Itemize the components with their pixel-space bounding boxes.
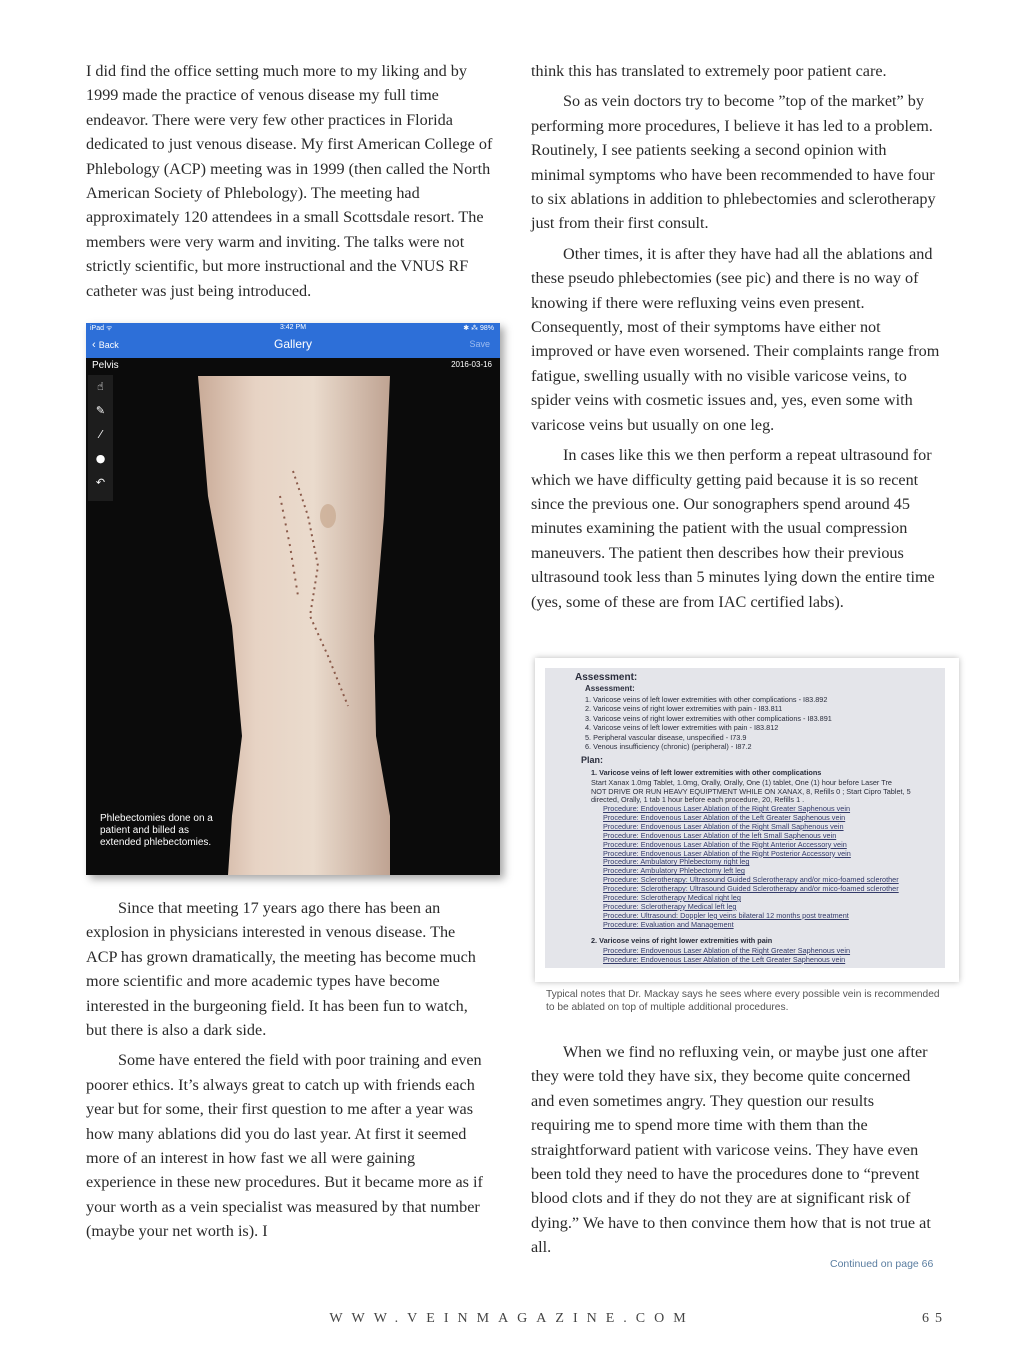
paragraph: I did find the office setting much more to my liking and by 1999 made the practice of venous disease my full time endeavor. There were very few other practices in Florida dedicated to just venous disease. My first American College of Phlebology (ACP) meeting was in 1999 (then called the North American Society of Phlebology). The meeting had approximately 120 attendees in a small Scottsdale resort. The members were very warm and inviting. The talks were not strictly scientific, but more instructional and the VNUS RF catheter was just being introduced. bbox=[86, 62, 493, 300]
notes-caption: Typical notes that Dr. Mackay says he sees where every possible vein is recommended to be ablated on top of multiple additional procedures. bbox=[546, 989, 940, 1013]
status-time: 3:42 PM bbox=[279, 324, 307, 331]
notes-line: Procedure: Evaluation and Management bbox=[603, 919, 734, 929]
dot-icon: ● bbox=[95, 452, 106, 465]
notes-subheading: Assessment: bbox=[585, 684, 635, 693]
notes-line: 1. Varicose veins of left lower extremities with other complications - I83.892 bbox=[585, 695, 828, 704]
phone-screenshot-figure bbox=[86, 323, 500, 875]
page-number: 65 bbox=[922, 1311, 948, 1326]
notes-heading: Assessment: bbox=[575, 672, 638, 683]
notes-line: Procedure: Endovenous Laser Ablation of the Right Greater Saphenous vein bbox=[603, 804, 851, 813]
notes-line: Procedure: Endovenous Laser Ablation of the Right Anterior Accessory vein bbox=[603, 839, 847, 849]
notes-line: Procedure: Sclerotherapy: Ultrasound Guided Sclerotherapy and/or mico-foamed sclerother bbox=[603, 875, 899, 885]
notes-line: 4. Varicose veins of left lower extremities with pain - I83.812 bbox=[585, 723, 779, 733]
region-label: Pelvis bbox=[92, 360, 119, 371]
notes-line: 2. Varicose veins of right lower extremities with pain - I83.811 bbox=[585, 704, 783, 714]
notes-line: Procedure: Ambulatory Phlebectomy left leg bbox=[603, 866, 745, 876]
notes-line: Procedure: Endovenous Laser Ablation of the Right Small Saphenous vein bbox=[603, 821, 844, 831]
figure-caption: Phlebectomies done on a patient and billed as extended phlebectomies. bbox=[100, 813, 213, 848]
notes-line: Procedure: Endovenous Laser Ablation of the left Small Saphenous vein bbox=[603, 830, 837, 840]
notes-photo-figure bbox=[535, 658, 959, 982]
notes-line: 6. Venous insufficiency (chronic) (peripheral) - I87.2 bbox=[585, 742, 752, 751]
notes-line: 5. Peripheral vascular disease, unspecified - I73.9 bbox=[585, 732, 747, 742]
notes-line: Procedure: Endovenous Laser Ablation of the Right Greater Saphenous vein bbox=[603, 946, 851, 955]
pencil-icon: ✎ bbox=[95, 404, 106, 417]
date-label: 2016-03-16 bbox=[451, 360, 492, 369]
notes-line: Procedure: Ambulatory Phlebectomy right leg bbox=[603, 857, 750, 867]
notes-line: Procedure: Endovenous Laser Ablation of the Right Posterior Accessory vein bbox=[603, 848, 851, 858]
phone-subbar bbox=[86, 358, 500, 376]
notes-line: Procedure: Sclerotherapy: Ultrasound Guided Sclerotherapy and/or mico-foamed sclerother bbox=[603, 884, 899, 894]
notes-line: directed, Orally, 1 tab 1 hour before each procedure, 20, Refills 1 . bbox=[591, 795, 805, 805]
notes-line: Start Xanax 1.0mg Tablet, 1.0mg, Orally, Orally, One (1) tablet, One (1) hour before Laser Tre bbox=[591, 778, 892, 787]
paragraph: Some have entered the field with poor training and even poorer ethics. It’s always great to catch up with friends each year but for some, their first question to me after a year was how many ablations did you do last year. At first it seemed more of an interest in how fast we all were gaining experience in these new procedures. But it became more as if your worth as a vein specialist was measured by that number (maybe your net worth is). I bbox=[86, 1051, 483, 1241]
paragraph: think this has translated to extremely poor patient care. bbox=[531, 62, 887, 80]
notes-line: Procedure: Ultrasound: Doppler leg veins bilateral 12 months post treatment bbox=[603, 910, 849, 920]
plan-item: 1. Varicose veins of left lower extremities with other complications bbox=[591, 768, 822, 777]
phone-nav-bar bbox=[86, 333, 500, 358]
paragraph: When we find no refluxing vein, or maybe just one after they were told they have six, they become quite concerned and even sometimes angry. They question our results requiring me to spend more time with them than the straightforward patient with varicose veins. They have even been told they need to have the procedures done to “prevent blood clots and if they do not they are at significant risk of dying.” We have to then convince them how that is not true at all. bbox=[531, 1043, 931, 1257]
right-column-bottom bbox=[531, 1040, 931, 1266]
notes-line: NOT DRIVE OR RUN HEAVY EQUIPTMENT WHILE ON XANAX, 8, Refills 0 ; Start Cipro Tablet, 5 bbox=[591, 786, 911, 796]
hand-icon: ☝ bbox=[97, 380, 104, 393]
paragraph: In cases like this we then perform a repeat ultrasound for which we have difficulty getting paid because it is so recent since the previous one. Our sonographers spend around 45 minutes examining the patient with the usual compression maneuvers. The patient then describes how their previous ultrasound took less than 5 minutes lying down the entire time (yes, some of these are from IAC certified labs). bbox=[531, 446, 935, 611]
notes-line: Procedure: Endovenous Laser Ablation of the Left Greater Saphenous vein bbox=[603, 954, 846, 964]
paragraph: Other times, it is after they have had all the ablations and these pseudo phlebectomies (see pic) and there is no way of knowing if there were refluxing veins even present. Consequently, most of their symptoms have either not improved or have even worsened. Their complaints range from fatigue, swelling usually with no visible varicose veins, to spider veins with cosmetic issues and, yes, even some with varicose veins but usually on one leg. bbox=[531, 244, 940, 434]
notes-photo bbox=[545, 668, 945, 968]
continued-note: Continued on page 66 bbox=[830, 1258, 934, 1270]
device-label: iPad ᯤ bbox=[90, 325, 113, 332]
undo-icon: ↶ bbox=[95, 476, 106, 489]
back-button: ‹ Back bbox=[92, 339, 119, 351]
notes-line: Procedure: Endovenous Laser Ablation of the Left Greater Saphenous vein bbox=[603, 812, 846, 822]
footer-url: WWW.VEINMAGAZINE.COM bbox=[329, 1311, 695, 1326]
left-column-bottom bbox=[86, 896, 486, 1250]
save-button: Save bbox=[469, 339, 490, 349]
gallery-title: Gallery bbox=[273, 337, 312, 351]
battery-label: ✱ ⁂ 98% bbox=[463, 325, 494, 332]
paragraph: Since that meeting 17 years ago there has been an explosion in physicians interested in venous disease. The ACP has grown dramatically, the meeting has become much more scientific and more academic types have become interested in the burgeoning field. It has been fun to watch, but there is also a dark side. bbox=[86, 899, 476, 1040]
paragraph: So as vein doctors try to become ”top of the market” by performing more procedures, I believe it has led to a problem. Routinely, I see patients seeking a second opinion with minimal symptoms who have been recommended to have four to six ablations in addition to phlebectomies and sclerotherapy just from their first consult. bbox=[531, 92, 936, 233]
notes-line: 3. Varicose veins of right lower extremities with other complications - I83.891 bbox=[585, 713, 832, 723]
notes-line: Procedure: Sclerotherapy Medical left leg bbox=[603, 901, 737, 911]
notes-line: Procedure: Sclerotherapy Medical right leg bbox=[603, 893, 741, 902]
phone-status-bar bbox=[86, 323, 500, 333]
drawing-toolbar bbox=[88, 375, 113, 501]
leg-photo bbox=[198, 376, 390, 875]
right-column-top bbox=[531, 59, 941, 620]
left-column-top bbox=[86, 59, 496, 309]
plan-item: 2. Varicose veins of right lower extremities with pain bbox=[591, 936, 773, 945]
brush-icon: ⁄ bbox=[99, 428, 102, 441]
plan-heading: Plan: bbox=[581, 755, 604, 765]
chevron-left-icon: ‹ bbox=[92, 339, 99, 351]
